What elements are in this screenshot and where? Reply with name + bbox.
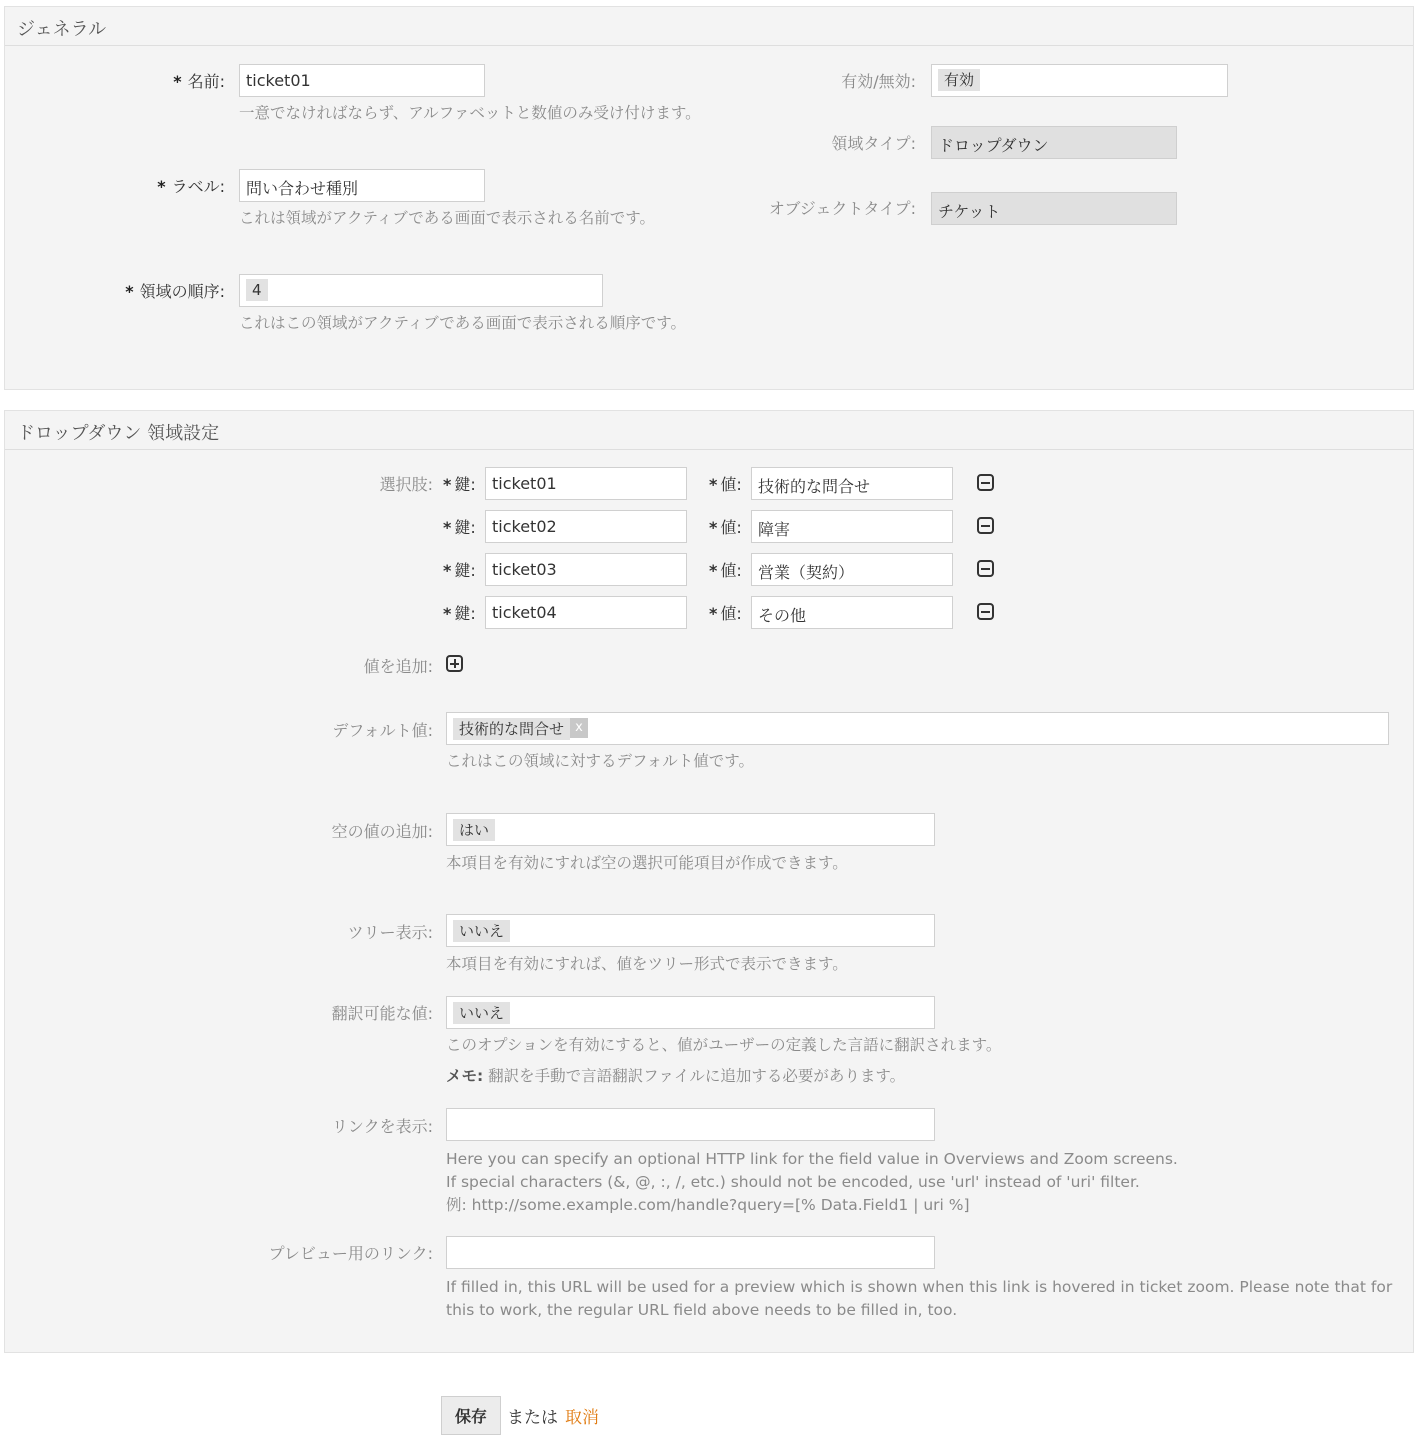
default-value-label: デフォルト値: bbox=[332, 721, 433, 740]
field-type-value: ドロップダウン bbox=[931, 126, 1177, 159]
remove-value-icon[interactable] bbox=[977, 517, 994, 534]
add-value-label: 値を追加: bbox=[363, 657, 433, 676]
tree-view-help: 本項目を有効にすれば、値をツリー形式で表示できます。 bbox=[446, 955, 848, 973]
valid-label: 有効/無効: bbox=[841, 72, 916, 91]
default-value-help: これはこの領域に対するデフォルト値です。 bbox=[446, 752, 754, 770]
dropdown-panel-header bbox=[5, 411, 1413, 450]
empty-value-select[interactable] bbox=[446, 813, 935, 846]
dropdown-settings-panel bbox=[4, 410, 1414, 1353]
choices-label: 選択肢: bbox=[379, 475, 433, 494]
default-value-select[interactable] bbox=[446, 712, 1389, 745]
preview-link-label: プレビュー用のリンク: bbox=[268, 1244, 433, 1263]
value-label: * 値: bbox=[709, 518, 742, 537]
empty-value-selected: はい bbox=[453, 819, 495, 841]
tree-view-label: ツリー表示: bbox=[347, 923, 433, 942]
required-star: * bbox=[125, 282, 134, 301]
value-label: * 値: bbox=[709, 604, 742, 623]
show-link-help-1: Here you can specify an optional HTTP link for the field value in Overviews and Zoom screens. bbox=[446, 1150, 1178, 1168]
translatable-note: メモ: 翻訳を手動で言語翻訳ファイルに追加する必要があります。 bbox=[446, 1067, 906, 1085]
translatable-selected: いいえ bbox=[453, 1002, 510, 1024]
choice-value-input[interactable]: 技術的な問合せ bbox=[751, 467, 953, 500]
remove-tag-icon[interactable]: x bbox=[570, 718, 588, 738]
choice-key-input[interactable]: ticket04 bbox=[485, 596, 687, 629]
dropdown-panel-title: ドロップダウン 領域設定 bbox=[17, 423, 220, 444]
label-label: * ラベル: bbox=[157, 177, 225, 196]
value-label: * 値: bbox=[709, 475, 742, 494]
valid-value: 有効 bbox=[938, 69, 980, 91]
general-panel-header bbox=[5, 7, 1413, 46]
valid-select[interactable] bbox=[931, 64, 1228, 97]
object-type-value: チケット bbox=[931, 192, 1177, 225]
preview-link-help: If filled in, this URL will be used for a preview which is shown when this link is hovered in ticket zoom. Please note that for this to work, the regular URL field above needs to be filled in, too. bbox=[446, 1278, 1393, 1319]
remove-value-icon[interactable] bbox=[977, 603, 994, 620]
order-help: これはこの領域がアクティブである画面で表示される順序です。 bbox=[239, 314, 687, 332]
key-label: * 鍵: bbox=[443, 475, 476, 494]
field-type-label: 領域タイプ: bbox=[831, 134, 916, 153]
key-label: * 鍵: bbox=[443, 561, 476, 580]
label-input[interactable]: 問い合わせ種別 bbox=[239, 169, 485, 202]
translatable-help: このオプションを有効にすると、値がユーザーの定義した言語に翻訳されます。 bbox=[446, 1036, 1002, 1054]
choice-value-input[interactable]: その他 bbox=[751, 596, 953, 629]
remove-value-icon[interactable] bbox=[977, 560, 994, 577]
choice-key-input[interactable]: ticket03 bbox=[485, 553, 687, 586]
order-label: * 領域の順序: bbox=[125, 282, 225, 301]
or-text: または bbox=[507, 1408, 558, 1428]
save-button[interactable]: 保存 bbox=[441, 1396, 501, 1435]
object-type-label: オブジェクトタイプ: bbox=[768, 199, 916, 218]
cancel-link[interactable]: 取消 bbox=[565, 1408, 599, 1428]
empty-value-label: 空の値の追加: bbox=[331, 822, 433, 841]
choice-value-input[interactable]: 障害 bbox=[751, 510, 953, 543]
show-link-input[interactable] bbox=[446, 1108, 935, 1141]
translatable-select[interactable] bbox=[446, 996, 935, 1029]
name-label: * 名前: bbox=[173, 72, 225, 91]
value-label: * 値: bbox=[709, 561, 742, 580]
key-label: * 鍵: bbox=[443, 518, 476, 537]
show-link-help-2: If special characters (&, @, :, /, etc.) should not be encoded, use 'url' instead of 'uri' filter. bbox=[446, 1173, 1140, 1191]
choice-key-input[interactable]: ticket01 bbox=[485, 467, 687, 500]
required-star: * bbox=[157, 177, 166, 196]
general-panel-title: ジェネラル bbox=[17, 19, 107, 40]
required-star: * bbox=[173, 72, 182, 91]
translatable-label: 翻訳可能な値: bbox=[331, 1004, 433, 1023]
name-help: 一意でなければならず、アルファベットと数値のみ受け付けます。 bbox=[239, 104, 701, 122]
choice-value-input[interactable]: 営業（契約） bbox=[751, 553, 953, 586]
preview-link-input[interactable] bbox=[446, 1236, 935, 1269]
tree-view-selected: いいえ bbox=[453, 920, 510, 942]
general-panel bbox=[4, 6, 1414, 390]
remove-value-icon[interactable] bbox=[977, 474, 994, 491]
default-value-tag: 技術的な問合せ bbox=[453, 718, 570, 740]
add-value-icon[interactable] bbox=[446, 655, 463, 672]
choice-key-input[interactable]: ticket02 bbox=[485, 510, 687, 543]
empty-value-help: 本項目を有効にすれば空の選択可能項目が作成できます。 bbox=[446, 854, 848, 872]
key-label: * 鍵: bbox=[443, 604, 476, 623]
show-link-help-3: 例: http://some.example.com/handle?query=[% Data.Field1 | uri %] bbox=[446, 1196, 970, 1214]
show-link-label: リンクを表示: bbox=[331, 1117, 433, 1136]
tree-view-select[interactable] bbox=[446, 914, 935, 947]
field-order-value: 4 bbox=[246, 279, 268, 301]
label-help: これは領域がアクティブである画面で表示される名前です。 bbox=[239, 209, 656, 227]
note-label: メモ: bbox=[446, 1067, 484, 1085]
field-order-select[interactable] bbox=[239, 274, 603, 307]
name-input[interactable]: ticket01 bbox=[239, 64, 485, 97]
